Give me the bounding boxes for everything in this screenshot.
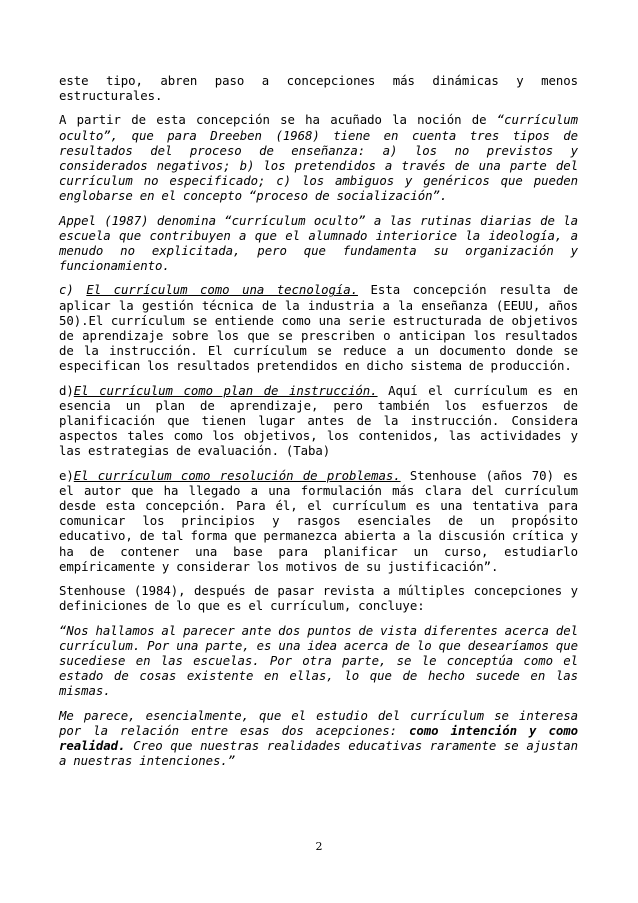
paragraph-6-heading: El currículum como resolución de problemas. bbox=[73, 468, 401, 483]
paragraph-1 bbox=[59, 74, 578, 104]
paragraph-4-prefix: c) bbox=[59, 283, 87, 298]
paragraph-4 bbox=[59, 283, 578, 374]
paragraph-2 bbox=[59, 113, 578, 204]
paragraph-9-text-a: Me parece, esencialmente, que el estudio del currículum se interesa por la relación entre esas dos acepciones: bbox=[59, 708, 578, 738]
paragraph-8-quote bbox=[59, 624, 578, 700]
paragraph-8-text: “Nos hallamos al parecer ante dos puntos de vista diferentes acerca del currículum. Por una parte, es una idea acerca de lo que desearíamos que sucediese en las escuelas. Por otra parte, se le conceptúa como el estado de cosas existente en ellas, lo que de hecho sucede en las mismas. bbox=[59, 623, 578, 699]
paragraph-3-text: Appel (1987) denomina “currículum oculto” a las rutinas diarias de la escuela que contribuyen a que el alumnado interiorice la ideología, a menudo no explicitada, pero que fundamenta su organización y funcionamiento. bbox=[59, 213, 578, 274]
paragraph-5-heading: El currículum como plan de instrucción. bbox=[73, 383, 378, 398]
paragraph-4-heading: El currículum como una tecnología. bbox=[86, 283, 358, 298]
paragraph-1-text: este tipo, abren paso a concepciones más dinámicas y menos estructurales. bbox=[59, 74, 578, 104]
paragraph-6-prefix: e) bbox=[59, 468, 74, 483]
paragraph-9-quote bbox=[59, 709, 578, 770]
paragraph-2-italic: “currículum oculto”, que para Dreeben (1968) tiene en cuenta tres tipos de resultados del proceso de enseñanza: a) los no previstos y considerados negativos; b) los pretendidos a través de una parte del currículum no especificado; c) los ambiguos y genéricos que pueden englobarse en el concepto “proceso de socialización”. bbox=[59, 113, 578, 204]
paragraph-5-prefix: d) bbox=[59, 383, 74, 398]
paragraph-5-body: Aquí el currículum es en esencia un plan de aprendizaje, pero también los esfuerzos de planificación que tienen lugar antes de la instrucción. Considera aspectos tales como los objetivos, los contenidos, las actividades y las estrategias de evaluación. (Taba) bbox=[59, 383, 578, 459]
paragraph-4-body: Esta concepción resulta de aplicar la gestión técnica de la industria a la enseñanza (EEUU, años 50).El currículum se entiende como una serie estructurada de objetivos de aprendizaje sobre los que se prescriben o anticipan los resultados de la instrucción. El currículum se reduce a un documento donde se especifican los resultados pretendidos en dicho sistema de producción. bbox=[59, 283, 578, 374]
page-number: 2 bbox=[315, 840, 323, 853]
paragraph-2-intro: A partir de esta concepción se ha acuñado la noción de bbox=[59, 113, 497, 128]
paragraph-3 bbox=[59, 214, 578, 275]
paragraph-9-text-b: Creo que nuestras realidades educativas raramente se ajustan a nuestras intenciones.” bbox=[59, 738, 578, 769]
paragraph-7-text: Stenhouse (1984), después de pasar revista a múltiples concepciones y definiciones de lo que es el currículum, concluye: bbox=[59, 584, 578, 614]
paragraph-6-body: Stenhouse (años 70) es el autor que ha llegado a una formulación más clara del currículum desde esta concepción. Para él, el currículum es una tentativa para comunicar los principios y rasgos esenciales de un propósito educativo, de tal forma que permanezca abierta a la discusión crítica y ha de contener una base para planificar un curso, estudiarlo empíricamente y considerar los motivos de su justificación”. bbox=[59, 468, 578, 574]
paragraph-7 bbox=[59, 584, 578, 614]
paragraph-5 bbox=[59, 384, 578, 460]
paragraph-6 bbox=[59, 469, 578, 575]
paragraph-9-bold: como intención y como realidad. bbox=[59, 723, 578, 753]
document-page bbox=[59, 74, 578, 864]
